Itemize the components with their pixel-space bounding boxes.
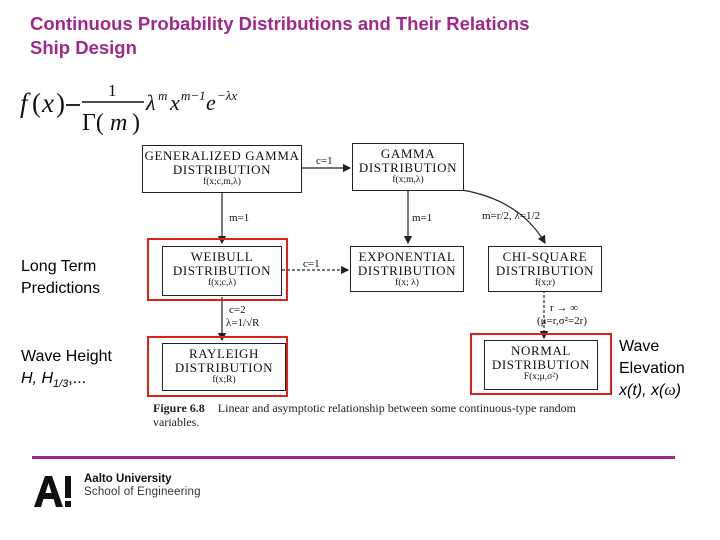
edge-label-r-inf: r → ∞ (550, 302, 579, 314)
school-name: School of Engineering (84, 486, 201, 498)
title-line-1: Continuous Probability Distributions and Their Relations (30, 13, 530, 34)
box-title: WEIBULL (190, 249, 254, 264)
wave-elevation-label (619, 336, 685, 402)
figure-number: Figure 6.8 (153, 401, 205, 415)
box-function: f(x;c,m,λ) (203, 177, 241, 187)
svg-text:): ) (132, 110, 140, 136)
svg-text:e: e (206, 90, 216, 115)
box-function: f(x;m,λ) (392, 175, 424, 185)
footer-divider (32, 456, 675, 459)
wave-elevation-line-2: Elevation (619, 360, 685, 377)
wave-height-ellipsis: ,... (68, 370, 87, 387)
wave-height-line-2 (21, 368, 112, 395)
university-name: Aalto University (84, 473, 172, 485)
box-subtitle: DISTRIBUTION (491, 357, 591, 372)
wave-elevation-line-1: Wave (619, 338, 660, 355)
title-line-2: Ship Design (30, 37, 137, 58)
weibull-highlight (147, 238, 288, 301)
svg-text:λ: λ (146, 90, 156, 115)
box-subtitle: DISTRIBUTION (172, 263, 272, 278)
svg-text:(: ( (32, 88, 41, 118)
svg-text:x: x (170, 90, 180, 115)
long-term-line-1: Long Term (21, 258, 97, 275)
edge-label-m-r2: m=r/2, λ=1/2 (482, 210, 541, 222)
edge-label-c1-top: c=1 (316, 155, 333, 167)
svg-text:x: x (42, 88, 54, 118)
wave-elevation-close: ) (675, 382, 681, 399)
chi-square-box (488, 246, 602, 292)
edge-label-c2: c=2 (229, 304, 246, 316)
omega-symbol: ω (664, 382, 676, 399)
box-title: GAMMA (380, 146, 436, 161)
normal-highlight (470, 333, 612, 395)
svg-text:): ) (56, 88, 65, 118)
svg-text:f: f (20, 88, 28, 118)
box-function: F(x;μ,σ²) (523, 372, 559, 382)
box-function: f(x;R) (212, 375, 236, 385)
box-subtitle: DISTRIBUTION (172, 162, 272, 177)
figure-caption (153, 401, 613, 429)
wave-elevation-symbols: x(t), x( (619, 382, 665, 399)
svg-text:m: m (158, 88, 168, 103)
long-term-label (21, 256, 100, 300)
box-subtitle: DISTRIBUTION (495, 263, 595, 278)
wave-height-label (21, 346, 112, 395)
svg-text:1: 1 (108, 81, 117, 100)
box-function: f(x; λ) (395, 278, 419, 288)
svg-text:m: m (110, 110, 128, 136)
box-title: EXPONENTIAL (358, 249, 456, 264)
figure-caption-text: Linear and asymptotic relationship between some continuous-type random variables. (153, 401, 577, 429)
svg-text:m−1: m−1 (181, 88, 206, 103)
wave-height-symbols: H, H (21, 370, 53, 387)
edge-label-mu-sigma: (μ=r,σ²=2r) (537, 315, 587, 327)
box-title: CHI-SQUARE (502, 249, 588, 264)
box-function: f(x;r) (534, 278, 556, 288)
wave-height-subscript: 1/3 (53, 378, 69, 391)
box-subtitle: DISTRIBUTION (357, 263, 457, 278)
box-subtitle: DISTRIBUTION (174, 360, 274, 375)
edge-label-m1-left: m=1 (229, 212, 250, 224)
generalized-gamma-box (142, 145, 302, 193)
gamma-box (352, 143, 464, 191)
box-subtitle: DISTRIBUTION (358, 160, 458, 175)
svg-text:Γ(: Γ( (82, 110, 104, 136)
wave-height-line-1: Wave Height (21, 348, 112, 365)
edge-label-lambda-r: λ=1/√R (226, 317, 260, 329)
edge-label-c1-mid: c=1 (303, 258, 320, 270)
box-title: NORMAL (511, 343, 571, 358)
box-function: f(x;c,λ) (207, 278, 237, 288)
long-term-line-2: Predictions (21, 280, 101, 297)
svg-text:−λx: −λx (217, 88, 238, 103)
rayleigh-highlight (147, 336, 288, 397)
box-title: GENERALIZED GAMMA (144, 148, 300, 163)
box-title: RAYLEIGH (188, 346, 260, 361)
aalto-logo-icon (32, 474, 74, 508)
exponential-box (350, 246, 464, 292)
edge-label-m1-mid: m=1 (412, 212, 433, 224)
wave-elevation-line-3 (619, 380, 685, 402)
